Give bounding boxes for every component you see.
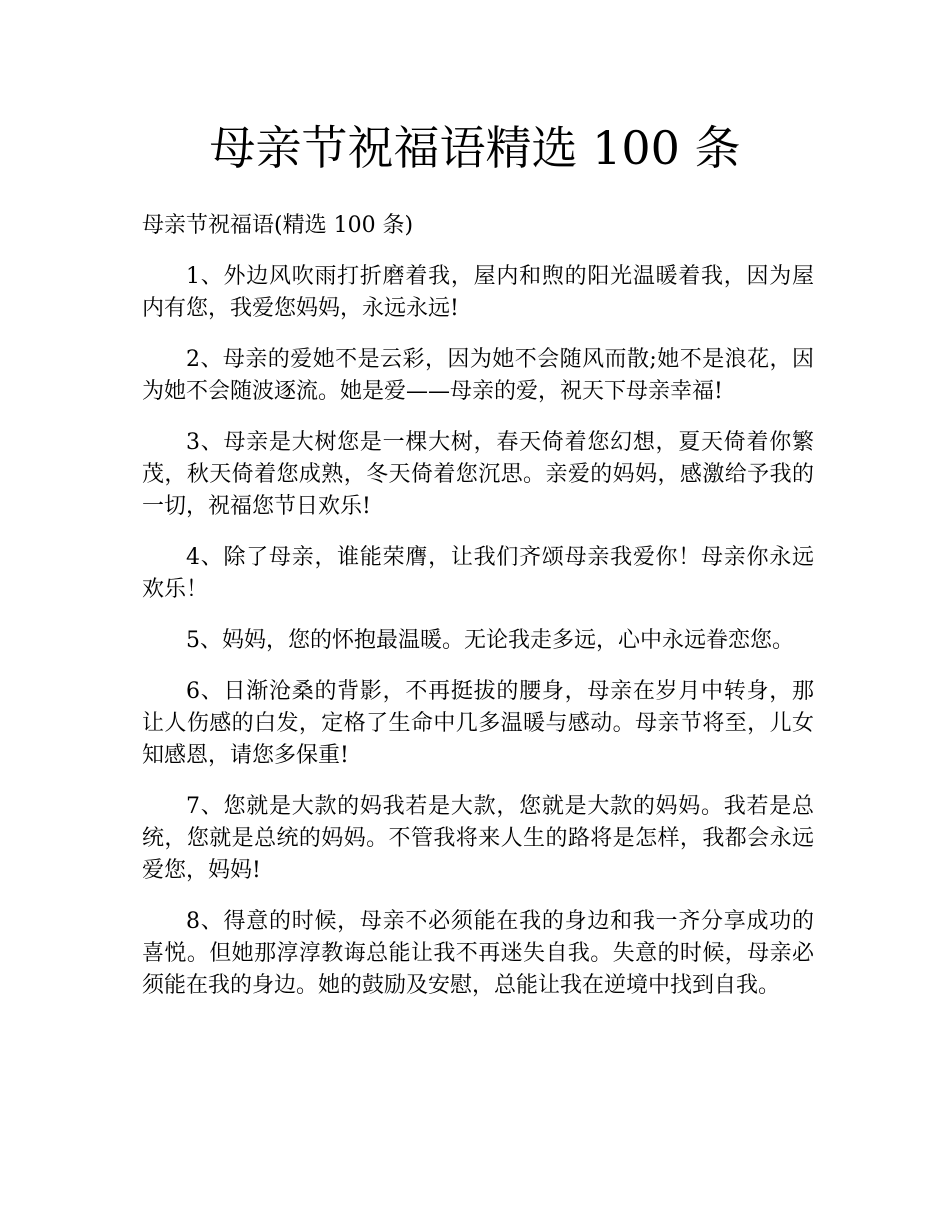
paragraph-7: 7、您就是大款的妈我若是大款，您就是大款的妈妈。我若是总统，您就是总统的妈妈。不管我将来人生的路将是怎样，我都会永远爱您，妈妈! xyxy=(142,794,814,883)
paragraph-3: 3、母亲是大树您是一棵大树，春天倚着您幻想，夏天倚着你繁茂，秋天倚着您成熟，冬天倚着您沉思。亲爱的妈妈，感激给予我的一切，祝福您节日欢乐! xyxy=(142,430,814,519)
paragraph-2: 2、母亲的爱她不是云彩，因为她不会随风而散;她不是浪花，因为她不会随波逐流。她是爱——母亲的爱，祝天下母亲幸福! xyxy=(142,347,814,404)
paragraph-8: 8、得意的时候，母亲不必须能在我的身边和我一齐分享成功的喜悦。但她那淳淳教诲总能让我不再迷失自我。失意的时候，母亲必须能在我的身边。她的鼓励及安慰，总能让我在逆境中找到自我。 xyxy=(142,909,814,998)
document-body xyxy=(142,210,814,1021)
paragraph-6: 6、日渐沧桑的背影，不再挺拔的腰身，母亲在岁月中转身，那让人伤感的白发，定格了生命中几多温暖与感动。母亲节将至，儿女知感恩，请您多保重! xyxy=(142,679,814,768)
paragraph-5: 5、妈妈，您的怀抱最温暖。无论我走多远，心中永远眷恋您。 xyxy=(186,628,794,653)
paragraph-1: 1、外边风吹雨打折磨着我，屋内和煦的阳光温暖着我，因为屋内有您，我爱您妈妈，永远永远! xyxy=(142,264,814,321)
paragraph-4: 4、除了母亲，谁能荣膺，让我们齐颂母亲我爱你！母亲你永远欢乐！ xyxy=(142,545,814,602)
document-subtitle: 母亲节祝福语(精选 100 条) xyxy=(142,213,414,238)
document-title: 母亲节祝福语精选 100 条 xyxy=(209,120,741,175)
